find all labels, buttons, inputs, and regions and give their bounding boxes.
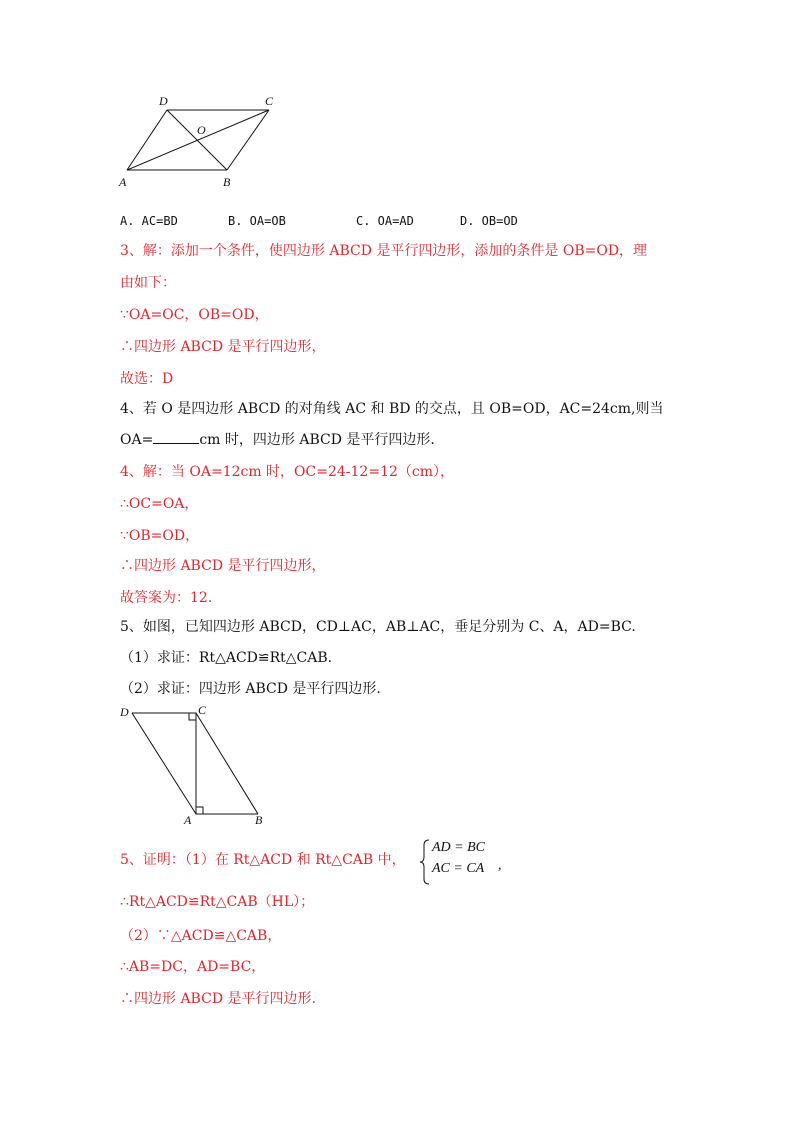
equation-1: AD = BC bbox=[432, 840, 485, 855]
sol5-line2: ∴Rt△ACD≌Rt△CAB（HL）； bbox=[120, 894, 315, 910]
q5-line3: （2）求证：四边形 ABCD 是平行四边形. bbox=[120, 681, 381, 697]
option-b: B. OA=OB bbox=[228, 214, 286, 228]
sol3-line2: 由如下： bbox=[120, 275, 176, 291]
answer-blank bbox=[153, 431, 199, 444]
sol3-line4: ∴四边形 ABCD 是平行四边形， bbox=[120, 339, 326, 355]
fig2-label-C: C bbox=[198, 704, 207, 717]
sol4-line5: 故答案为：12. bbox=[120, 590, 213, 606]
parallelogram-figure-1 bbox=[115, 92, 295, 192]
parallelogram-figure-2 bbox=[118, 704, 278, 828]
sol3-line1: 3、解：添加一个条件，使四边形 ABCD 是平行四边形，添加的条件是 OB=OD，理 bbox=[120, 243, 648, 259]
label-O: O bbox=[197, 123, 206, 137]
label-C: C bbox=[265, 94, 274, 108]
q4-line2 bbox=[120, 430, 435, 450]
option-a: A. AC=BD bbox=[120, 214, 178, 228]
q4-line2-pre: OA= bbox=[120, 432, 154, 448]
sol3-line3: ∵OA=OC，OB=OD， bbox=[120, 307, 269, 323]
q5-line2: （1）求证：Rt△ACD≌Rt△CAB. bbox=[120, 650, 333, 666]
sol5-line5: ∴四边形 ABCD 是平行四边形. bbox=[120, 991, 316, 1007]
fig2-label-A: A bbox=[184, 813, 192, 827]
sol5-line4: ∴AB=DC，AD=BC， bbox=[120, 959, 266, 975]
sol3-line5: 故选：D bbox=[120, 371, 174, 387]
sol4-line4: ∴四边形 ABCD 是平行四边形， bbox=[120, 558, 326, 574]
equation-system bbox=[420, 838, 510, 886]
brace-icon bbox=[420, 839, 430, 885]
fig2-label-B: B bbox=[255, 813, 263, 827]
label-A: A bbox=[119, 175, 127, 189]
q4-line2-post: cm 时，四边形 ABCD 是平行四边形. bbox=[199, 432, 435, 448]
label-D: D bbox=[159, 94, 168, 108]
fig2-label-D: D bbox=[120, 705, 129, 719]
equation-2: AC = CA bbox=[432, 861, 485, 876]
option-d: D. OB=OD bbox=[460, 214, 518, 228]
sol4-line2: ∴OC=OA， bbox=[120, 496, 199, 512]
equation-suffix: , bbox=[498, 858, 502, 873]
option-c: C. OA=AD bbox=[356, 214, 414, 228]
sol4-line3: ∵OB=OD， bbox=[120, 528, 200, 544]
sol4-line1: 4、解：当 OA=12cm 时，OC=24-12=12（cm）， bbox=[120, 464, 454, 480]
sol5-line1: 5、证明：（1）在 Rt△ACD 和 Rt△CAB 中， bbox=[120, 852, 406, 868]
label-B: B bbox=[223, 175, 231, 189]
sol5-line3: （2）∵△ACD≌△CAB， bbox=[120, 928, 282, 944]
q4-line1: 4、若 O 是四边形 ABCD 的对角线 AC 和 BD 的交点，且 OB=OD，AC=24cm,则当 bbox=[120, 401, 664, 417]
q5-line1: 5、如图，已知四边形 ABCD，CD⊥AC，AB⊥AC，垂足分别为 C、A，AD=BC. bbox=[120, 619, 636, 635]
